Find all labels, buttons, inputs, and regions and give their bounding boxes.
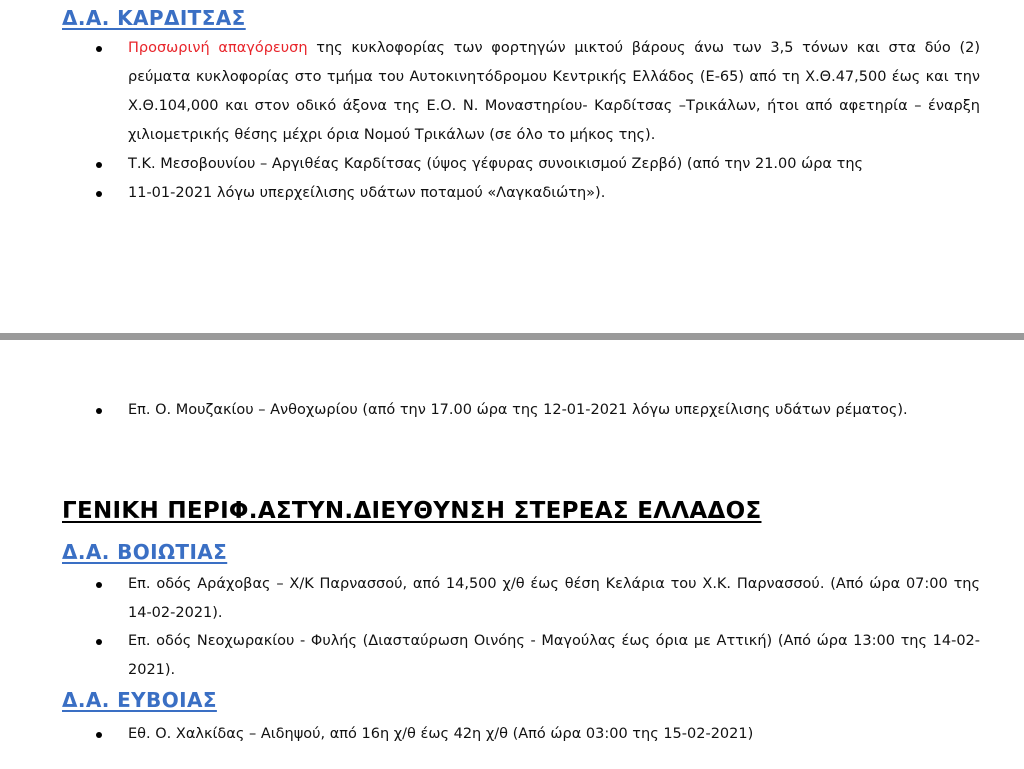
list-item: Εθ. Ο. Χαλκίδας – Αιδηψού, από 16η χ/θ έως 42η χ/θ (Από ώρα 03:00 της 15-02-2021)	[128, 726, 754, 742]
bullet-icon	[96, 732, 102, 738]
bullet-icon	[96, 582, 102, 588]
bullet-icon	[96, 162, 102, 168]
item-text: της κυκλοφορίας των φορτηγών μικτού βάρους άνω των 3,5 τόνων και στα δύο (2) ρεύματα κυκλοφορίας στο τμήμα του Αυτοκινητόδρομου Κεντρικής Ελλάδος (Ε-65) από τη Χ.Θ.47,500 έως και την Χ.Θ.104,000 και στον οδικό άξονα της Ε.Ο. Ν. Μοναστηρίου- Καρδίτσας –Τρικάλων, ήτοι από αφετηρία – έναρξη χιλιομετρικής θέσης μέχρι όρια Νομού Τρικάλων (σε όλο το μήκος της).	[128, 40, 980, 143]
page-divider	[0, 333, 1024, 340]
section-heading-voiotia: Δ.Α. ΒΟΙΩΤΙΑΣ	[62, 540, 228, 564]
list-item: Επ. Ο. Μουζακίου – Ανθοχωρίου (από την 17.00 ώρα της 12-01-2021 λόγω υπερχείλισης υδάτων ρέματος).	[128, 402, 908, 418]
list-item	[128, 34, 980, 150]
bullet-icon	[96, 639, 102, 645]
page-title: ΓΕΝΙΚΗ ΠΕΡΙΦ.ΑΣΤΥΝ.ΔΙΕΥΘΥΝΣΗ ΣΤΕΡΕΑΣ ΕΛΛΑΔΟΣ	[62, 498, 762, 524]
bullet-icon	[96, 408, 102, 414]
list-item: Επ. οδός Αράχοβας – Χ/Κ Παρνασσού, από 14,500 χ/θ έως θέση Κελάρια του Χ.Κ. Παρνασσού. (Από ώρα 07:00 της 14-02-2021).	[128, 576, 980, 621]
bullet-icon	[96, 191, 102, 197]
highlight-text: Προσωρινή απαγόρευση	[128, 40, 308, 56]
bullet-icon	[96, 46, 102, 52]
section-heading-evoia: Δ.Α. ΕΥΒΟΙΑΣ	[62, 688, 217, 712]
list-item: Τ.Κ. Μεσοβουνίου – Αργιθέας Καρδίτσας (ύψος γέφυρας συνοικισμού Ζερβό) (από την 21.00 ώρα της	[128, 156, 864, 172]
section-heading-karditsa: Δ.Α. ΚΑΡΔΙΤΣΑΣ	[62, 6, 246, 30]
list-item: 11-01-2021 λόγω υπερχείλισης υδάτων ποταμού «Λαγκαδιώτη»).	[128, 185, 606, 201]
list-item: Επ. οδός Νεοχωρακίου - Φυλής (Διασταύρωση Οινόης - Μαγούλας έως όρια με Αττική) (Από ώρα 13:00 της 14-02-2021).	[128, 633, 980, 678]
